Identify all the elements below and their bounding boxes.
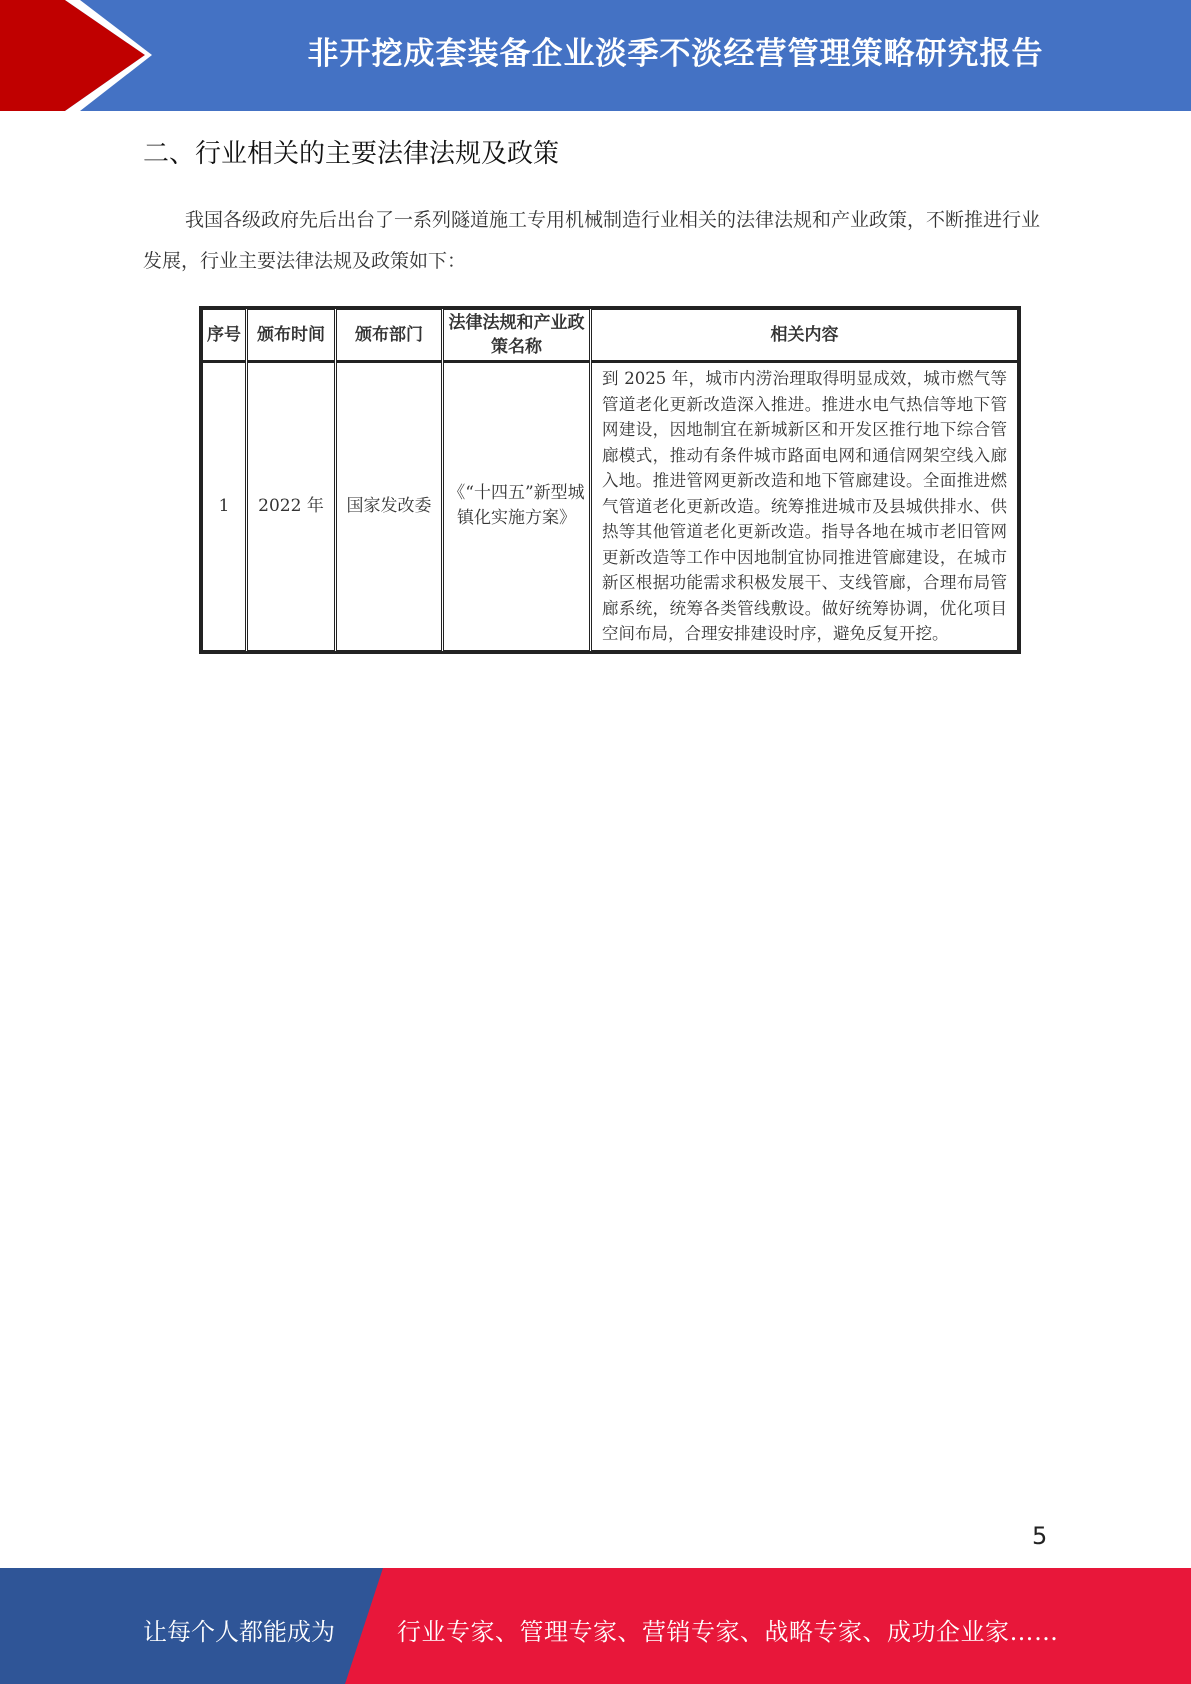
footer-banner (0, 1568, 1191, 1684)
header-banner (0, 0, 1191, 111)
cell-policy-name: 《“十四五”新型城镇化实施方案》 (443, 362, 591, 651)
header-date: 颁布时间 (247, 310, 336, 362)
header-no: 序号 (203, 310, 247, 362)
footer-slogan-left: 让每个人都能成为 (143, 1618, 335, 1646)
intro-paragraph: 我国各级政府先后出台了一系列隧道施工专用机械制造行业相关的法律法规和产业政策，不断推进行业发展，行业主要法律法规及政策如下： (143, 209, 1041, 272)
header-content: 相关内容 (591, 310, 1018, 362)
page-number: 5 (1032, 1522, 1048, 1550)
table-row (203, 362, 1018, 651)
table-header-row (203, 310, 1018, 362)
cell-dept: 国家发改委 (336, 362, 443, 651)
cell-date: 2022 年 (247, 362, 336, 651)
cell-no: 1 (203, 362, 247, 651)
policy-table (199, 306, 1021, 654)
header-name: 法律法规和产业政策名称 (443, 310, 591, 362)
cell-content: 到 2025 年，城市内涝治理取得明显成效，城市燃气等管道老化更新改造深入推进。推进水电气热信等地下管网建设，因地制宜在新城新区和开发区推行地下综合管廊模式，推动有条件城市路面电网和通信网架空线入廊入地。推进管网更新改造和地下管廊建设。全面推进燃气管道老化更新改造。统筹推进城市及县城供排水、供热等其他管道老化更新改造。指导各地在城市老旧管网更新改造等工作中因地制宜协同推进管廊建设，在城市新区根据功能需求积极发展干、支线管廊，合理布局管廊系统，统筹各类管线敷设。做好统筹协调，优化项目空间布局，合理安排建设时序，避免反复开挖。 (591, 362, 1018, 651)
section-heading: 二、行业相关的主要法律法规及政策 (143, 139, 560, 169)
footer-slogan-right: 行业专家、管理专家、营销专家、战略专家、成功企业家…… (397, 1618, 1059, 1646)
report-title: 非开挖成套装备企业淡季不淡经营管理策略研究报告 (307, 36, 1044, 72)
header-dept: 颁布部门 (336, 310, 443, 362)
